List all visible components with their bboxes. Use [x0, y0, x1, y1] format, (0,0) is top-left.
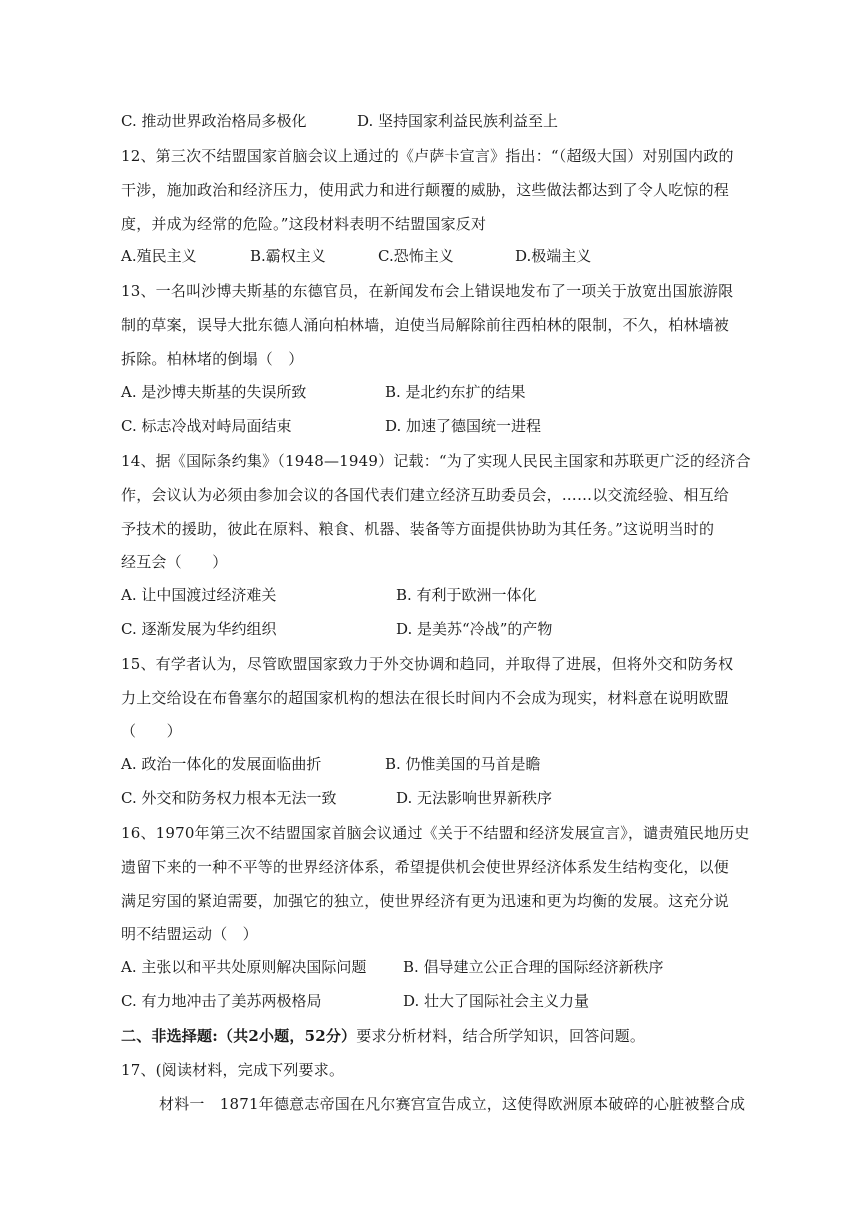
q14-line-3: 予技术的援助，彼此在原料、粮食、机器、装备等方面提供协助为其任务。”这说明当时的 — [121, 520, 715, 538]
option-13b: B. 是北约东扩的结果 — [385, 383, 526, 401]
section-heading: 二、非选择题:（共2小题，52分） — [121, 1027, 357, 1045]
section-instruction: 要求分析材料，结合所学知识，回答问题。 — [356, 1027, 646, 1045]
option-12d: D.极端主义 — [515, 247, 592, 265]
option-16d: D. 壮大了国际社会主义力量 — [403, 992, 590, 1010]
q14-line-4: 经互会（ ） — [121, 553, 228, 571]
q12-line-1: 12、第三次不结盟国家首脑会议上通过的《卢萨卡宣言》指出：“（超级大国）对别国内政的 — [121, 147, 734, 165]
q16-line-3: 满足穷国的紧迫需要，加强它的独立，使世界经济有更为迅速和更为均衡的发展。这充分说 — [121, 892, 730, 910]
option-14c: C. 逐渐发展为华约组织 — [121, 620, 277, 638]
q15-line-3: （ ） — [121, 722, 182, 740]
q16-line-4: 明不结盟运动（ ） — [121, 925, 258, 943]
q13-line-2: 制的草案，误导大批东德人涌向柏林墙，迫使当局解除前往西柏林的限制，不久，柏林墙被 — [121, 316, 730, 334]
option-16a: A. 主张以和平共处原则解决国际问题 — [121, 958, 367, 976]
q13-line-3: 拆除。柏林堵的倒塌（ ） — [121, 350, 304, 368]
option-16b: B. 倡导建立公正合理的国际经济新秩序 — [403, 958, 664, 976]
q12-line-3: 度，并成为经常的危险。”这段材料表明不结盟国家反对 — [121, 215, 487, 233]
q16-line-1: 16、1970年第三次不结盟国家首脑会议通过《关于不结盟和经济发展宣言》，谴责殖民地历史 — [121, 824, 750, 842]
option-15c: C. 外交和防务权力根本无法一致 — [121, 789, 337, 807]
q16-line-2: 遗留下来的一种不平等的世界经济体系，希望提供机会使世界经济体系发生结构变化，以便 — [121, 858, 730, 876]
option-14b: B. 有利于欧洲一体化 — [396, 586, 537, 604]
option-14d: D. 是美苏“冷战”的产物 — [396, 620, 553, 638]
option-13d: D. 加速了德国统一进程 — [385, 417, 542, 435]
q17-line-1: 17、(阅读材料，完成下列要求。 — [121, 1061, 345, 1079]
option-13a: A. 是沙博夫斯基的失误所致 — [121, 383, 307, 401]
option-12b: B.霸权主义 — [250, 247, 326, 265]
option-15b: B. 仍惟美国的马首是瞻 — [385, 755, 541, 773]
option-12c: C.恐怖主义 — [378, 247, 454, 265]
q17-material-1: 材料一 1871年德意志帝国在凡尔赛宫宣告成立，这使得欧洲原本破碎的心脏被整合成 — [159, 1095, 746, 1113]
option-13c: C. 标志冷战对峙局面结束 — [121, 417, 292, 435]
option-15a: A. 政治一体化的发展面临曲折 — [121, 755, 322, 773]
option-16c: C. 有力地冲击了美苏两极格局 — [121, 992, 322, 1010]
q15-line-1: 15、有学者认为，尽管欧盟国家致力于外交协调和趋同，并取得了进展，但将外交和防务权 — [121, 655, 734, 673]
option-11d: D. 坚持国家利益民族利益至上 — [357, 112, 559, 130]
option-11c: C. 推动世界政治格局多极化 — [121, 112, 307, 130]
option-14a: A. 让中国渡过经济难关 — [121, 586, 277, 604]
q14-line-1: 14、据《国际条约集》（1948—1949）记载：“为了实现人民民主国家和苏联更广泛的经济合 — [121, 452, 751, 470]
q15-line-2: 力上交给设在布鲁塞尔的超国家机构的想法在很长时间内不会成为现实，材料意在说明欧盟 — [121, 689, 730, 707]
section-heading-line — [121, 1026, 741, 1046]
option-15d: D. 无法影响世界新秩序 — [396, 789, 553, 807]
q13-line-1: 13、一名叫沙博夫斯基的东德官员，在新闻发布会上错误地发布了一项关于放宽出国旅游限 — [121, 282, 734, 300]
q12-line-2: 干涉，施加政治和经济压力，使用武力和进行颠覆的威胁，这些做法都达到了令人吃惊的程 — [121, 181, 730, 199]
q14-line-2: 作，会议认为必须由参加会议的各国代表们建立经济互助委员会，……以交流经验、相互给 — [121, 486, 730, 504]
option-12a: A.殖民主义 — [121, 247, 197, 265]
